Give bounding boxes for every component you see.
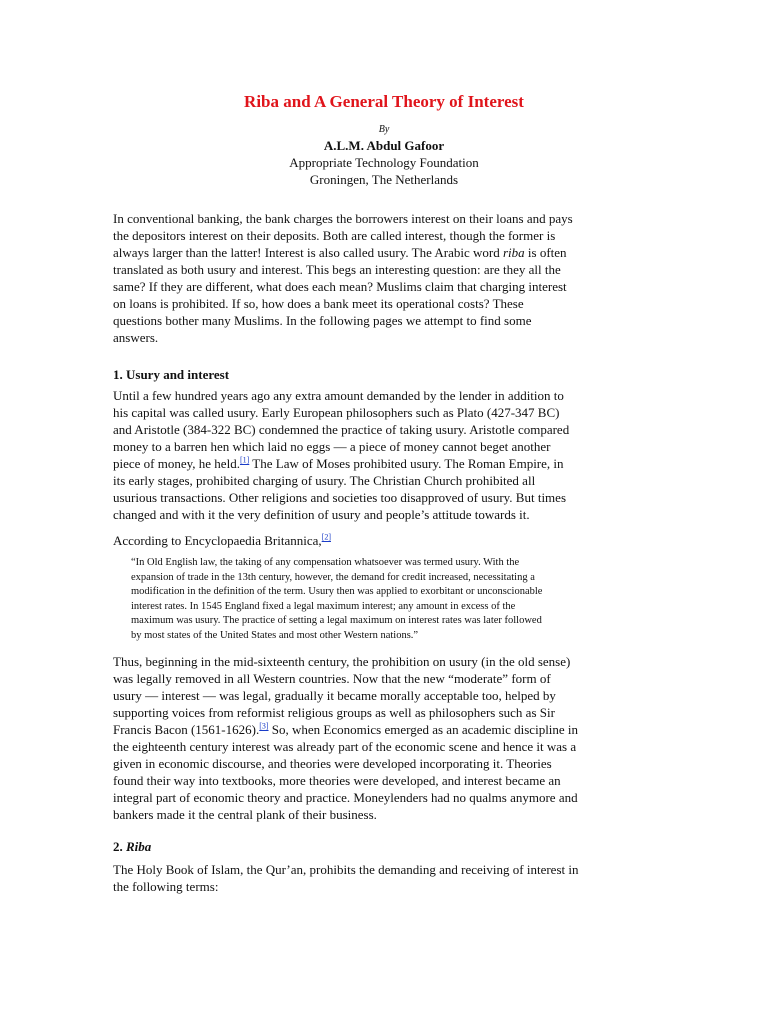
text-line: Francis Bacon (1561-1626).[3] So, when Economics emerged as an academic discipline in (113, 721, 579, 737)
text-line: questions bother many Muslims. In the following pages we attempt to find some (113, 313, 532, 328)
text-line: integral part of economic theory and practice. Moneylenders had no qualms anymore and (113, 790, 578, 805)
quote-line: expansion of trade in the 13th century, however, the demand for credit increased, necessitating a (131, 571, 535, 583)
britannica-intro: According to Encyclopaedia Britannica,[2] (113, 532, 331, 548)
intro-paragraph (113, 210, 653, 346)
quote-line: “In Old English law, the taking of any compensation whatsoever was termed usury. With the (131, 557, 520, 568)
quote-line: maximum was usury. The practice of setting a legal maximum on interest rates was later followed (131, 615, 542, 626)
text-line: bankers made it the central plank of their business. (113, 807, 377, 822)
text-line: piece of money, he held.[1] The Law of Moses prohibited usury. The Roman Empire, in (113, 455, 564, 471)
footnote-link-1[interactable]: [1] (239, 455, 250, 465)
document-title: Riba and A General Theory of Interest (244, 92, 524, 111)
byline-by: By (378, 124, 390, 135)
text-line: money to a barren hen which laid no eggs — a piece of money cannot beget another (113, 439, 551, 454)
text-line: found their way into textbooks, more theories were developed, and interest became an (113, 773, 561, 788)
text-line: its early stages, prohibited charging of usury. The Christian Church prohibited all (113, 473, 536, 488)
text-line: was legally removed in all Western countries. Now that the new “moderate” form of (113, 671, 551, 686)
usury-history-paragraph (113, 653, 653, 823)
riba-term: riba (503, 245, 525, 260)
text-line: supporting voices from reformist religious groups as well as philosophers such as Sir (113, 705, 555, 720)
footnote-link-3[interactable]: [3] (259, 721, 269, 731)
text-line: usurious transactions. Other religions and societies too disapproved of usury. But times (113, 490, 567, 505)
text-line: In conventional banking, the bank charges the borrowers interest on their loans and pays (113, 211, 573, 226)
quote-line: interest rates. In 1545 England fixed a legal maximum interest; any amount in excess of the (131, 600, 516, 612)
text-line: and Aristotle (384-322 BC) condemned the practice of taking usury. Aristotle compared (113, 422, 570, 437)
text-line: The Holy Book of Islam, the Qur’an, prohibits the demanding and receiving of interest in (113, 862, 579, 877)
text-line: same? If they are different, what does each mean? Muslims claim that charging interest (113, 279, 567, 294)
quote-line: modification in the definition of the term. Usury then was applied to exorbitant or unconscionable (131, 586, 543, 597)
text-line: usury — interest — was legal, gradually it became morally acceptable too, helped by (113, 688, 556, 703)
text-line: given in economic discourse, and theories were developed incorporating it. Theories (113, 756, 552, 771)
text-line: Thus, beginning in the mid-sixteenth century, the prohibition on usury (in the old sense) (113, 654, 571, 669)
text-line: answers. (113, 330, 159, 345)
text-line: the following terms: (113, 879, 219, 894)
section-2-paragraph (113, 861, 653, 895)
section-1-heading: 1. Usury and interest (113, 367, 230, 382)
section-2-heading: 2. Riba (113, 839, 152, 854)
britannica-quote (131, 556, 641, 643)
text-line: Until a few hundred years ago any extra amount demanded by the lender in addition to (113, 388, 564, 403)
author-name: A.L.M. Abdul Gafoor (323, 138, 445, 153)
text-line: translated as both usury and interest. This begs an interesting question: are they all the (113, 262, 561, 277)
text-line: his capital was called usury. Early European philosophers such as Plato (427-347 BC) (113, 405, 560, 420)
text-line: the eighteenth century interest was already part of the economic scene and hence it was a (113, 739, 577, 754)
text-line: changed and with it the very definition of usury and people’s attitude towards it. (113, 507, 530, 522)
footnote-link-2[interactable]: [2] (321, 532, 331, 542)
text-line: always larger than the latter! Interest is also called usury. The Arabic word riba is often (113, 245, 567, 260)
section-1-paragraph (113, 387, 653, 523)
author-organization: Appropriate Technology Foundation (289, 155, 479, 170)
text-line: the depositors interest on their deposits. Both are called interest, though the former is (113, 228, 556, 243)
author-location: Groningen, The Netherlands (309, 172, 459, 187)
text-line: on loans is prohibited. If so, how does a bank meet its operational costs? These (113, 296, 524, 311)
quote-line: by most states of the United States and most other Western nations.” (131, 629, 419, 641)
